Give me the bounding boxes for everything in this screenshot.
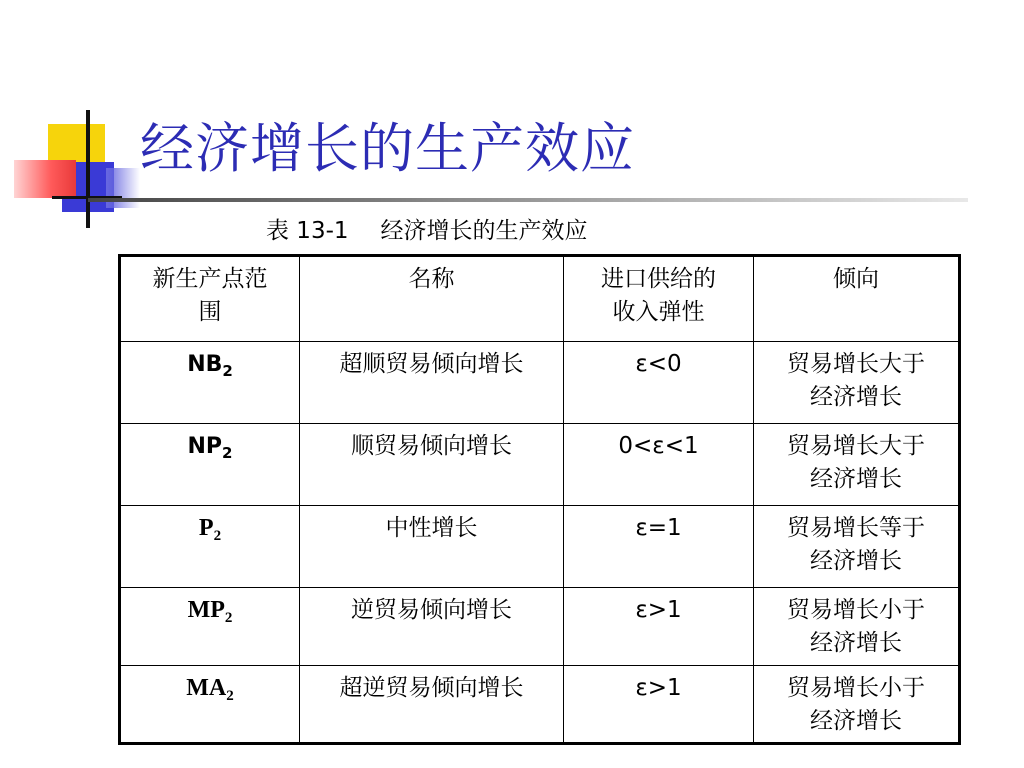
header-cell-elasticity	[564, 256, 754, 342]
header-cell-range	[120, 256, 300, 342]
logo-red-square	[14, 160, 76, 198]
table-caption	[266, 212, 588, 245]
production-effect-table	[118, 254, 961, 745]
table-caption-label: 表 13-1	[266, 218, 349, 244]
table-row	[120, 424, 960, 506]
header-elasticity-line2: 收入弹性	[612, 299, 705, 325]
table-row	[120, 506, 960, 588]
code-text: $MA_2$	[186, 675, 234, 704]
cell-code	[120, 666, 300, 744]
table-caption-text: 经济增长的生产效应	[380, 218, 588, 244]
cell-name: 超逆贸易倾向增长	[300, 666, 564, 744]
header-cell-tendency: 倾向	[754, 256, 960, 342]
cell-tendency: 贸易增长大于 经济增长	[754, 342, 960, 424]
cell-elasticity: ε>1	[564, 588, 754, 666]
cell-name: 中性增长	[300, 506, 564, 588]
cell-code	[120, 588, 300, 666]
cell-tendency: 贸易增长小于 经济增长	[754, 666, 960, 744]
code-text: $MP_2$	[187, 597, 233, 626]
cell-code	[120, 342, 300, 424]
cell-elasticity: 0<ε<1	[564, 424, 754, 506]
slide-title: 经济增长的生产效应	[140, 117, 635, 180]
logo-vertical-line	[86, 110, 90, 228]
table-row	[120, 666, 960, 744]
cell-name: 逆贸易倾向增长	[300, 588, 564, 666]
cell-code	[120, 424, 300, 506]
code-text: $NP_2$	[187, 434, 233, 462]
table-row	[120, 342, 960, 424]
cell-name: 超顺贸易倾向增长	[300, 342, 564, 424]
header-range-line2: 围	[198, 299, 222, 325]
cell-tendency: 贸易增长等于 经济增长	[754, 506, 960, 588]
cell-elasticity: ε>1	[564, 666, 754, 744]
cell-name: 顺贸易倾向增长	[300, 424, 564, 506]
cell-tendency: 贸易增长大于 经济增长	[754, 424, 960, 506]
table-header-row	[120, 256, 960, 342]
table-row	[120, 588, 960, 666]
logo-blue-fade	[106, 168, 140, 208]
header-cell-name: 名称	[300, 256, 564, 342]
cell-tendency: 贸易增长小于 经济增长	[754, 588, 960, 666]
cell-elasticity: ε=1	[564, 506, 754, 588]
cell-code	[120, 506, 300, 588]
header-range-line1: 新生产点范	[152, 266, 268, 292]
code-text: $NB_2$	[187, 352, 233, 380]
title-underline	[88, 198, 968, 202]
code-text: $P_2$	[198, 515, 222, 544]
cell-elasticity: ε<0	[564, 342, 754, 424]
header-elasticity-line1: 进口供给的	[601, 266, 716, 292]
